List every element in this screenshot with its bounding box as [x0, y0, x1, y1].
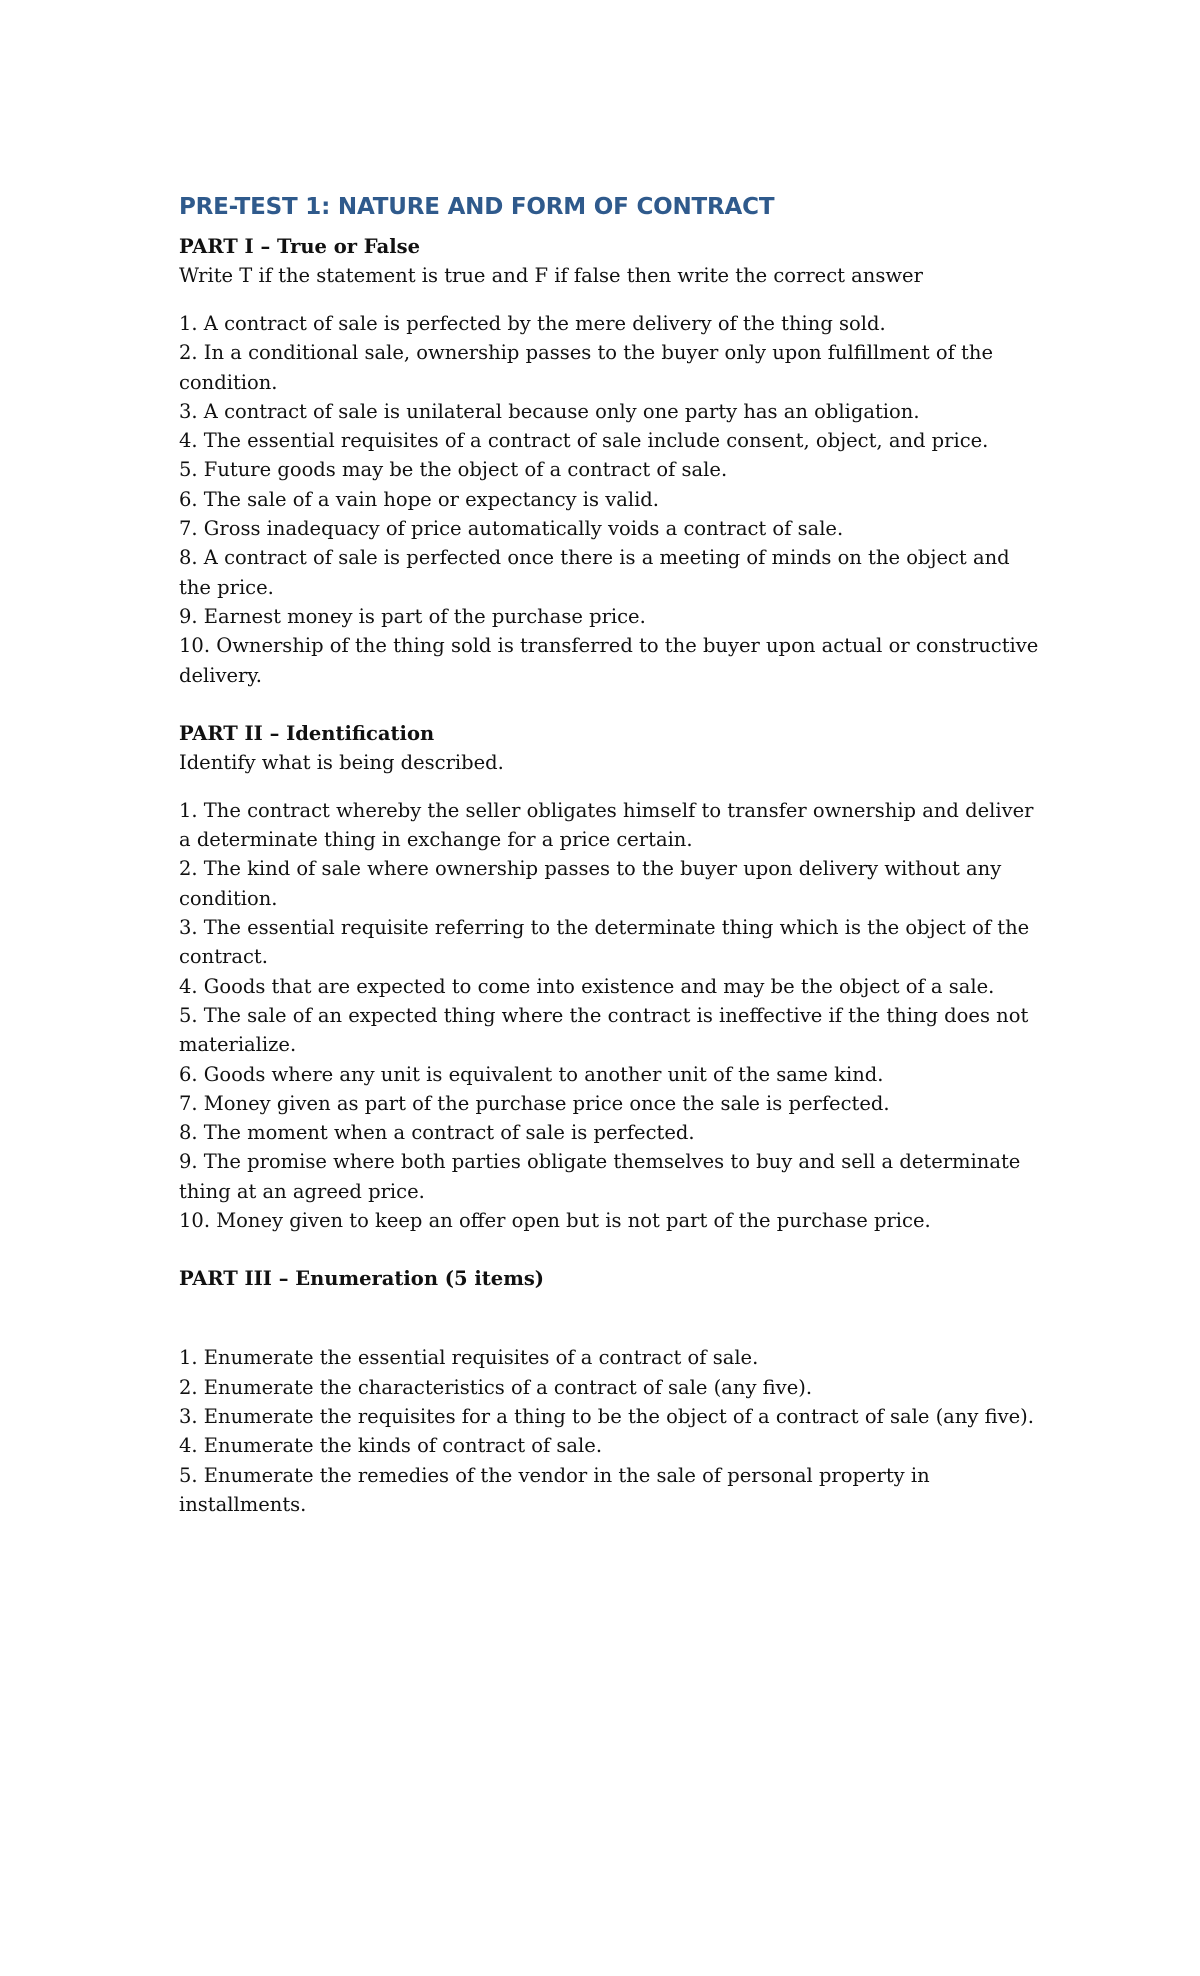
- part-3-item: 1. Enumerate the essential requisites of a contract of sale.: [179, 1346, 759, 1370]
- part-2-item: 2. The kind of sale where ownership passes to the buyer upon delivery without any condition.: [179, 857, 1002, 910]
- part-1-item: 4. The essential requisites of a contract of sale include consent, object, and price.: [179, 429, 989, 453]
- part-2-item-list: [179, 796, 1039, 1235]
- part-2-item: 3. The essential requisite referring to the determinate thing which is the object of the contract.: [179, 916, 1030, 969]
- part-1-instruction: Write T if the statement is true and F if false then write the correct answer: [179, 264, 923, 287]
- part-1-item: 8. A contract of sale is perfected once there is a meeting of minds on the object and the price.: [179, 546, 1010, 599]
- document-title: PRE-TEST 1: NATURE AND FORM OF CONTRACT: [179, 194, 775, 220]
- part-3-item: 5. Enumerate the remedies of the vendor in the sale of personal property in installments.: [179, 1463, 930, 1516]
- part-2-item: 1. The contract whereby the seller obligates himself to transfer ownership and deliver a determinate thing in exchange for a price certain.: [179, 798, 1034, 852]
- part-2-section: [179, 719, 1039, 1235]
- part-3-section: [179, 1264, 1039, 1519]
- part-1-item: 5. Future goods may be the object of a contract of sale.: [179, 458, 728, 482]
- part-3-heading: PART III – Enumeration (5 items): [179, 1267, 545, 1291]
- part-2-item: 8. The moment when a contract of sale is perfected.: [179, 1121, 695, 1145]
- part-2-instruction: Identify what is being described.: [179, 750, 504, 774]
- document-page: [179, 190, 1039, 1519]
- section-spacer: [179, 1235, 1039, 1264]
- part-1-item-list: [179, 309, 1039, 690]
- part-1-item: 6. The sale of a vain hope or expectancy is valid.: [179, 487, 659, 511]
- part-2-item: 7. Money given as part of the purchase price once the sale is perfected.: [179, 1091, 890, 1115]
- part-1-item: 7. Gross inadequacy of price automatically voids a contract of sale.: [179, 517, 844, 541]
- part-1-section: [179, 232, 1039, 690]
- part-1-item: 9. Earnest money is part of the purchase price.: [179, 604, 646, 628]
- part-3-item-list: [179, 1343, 1039, 1519]
- part-2-item: 9. The promise where both parties obligate themselves to buy and sell a determinate thing at an agreed price.: [179, 1150, 1021, 1203]
- part-2-item: 6. Goods where any unit is equivalent to another unit of the same kind.: [179, 1062, 884, 1086]
- part-2-item: 5. The sale of an expected thing where the contract is ineffective if the thing does not materialize.: [179, 1003, 1029, 1057]
- part-1-item: 2. In a conditional sale, ownership passes to the buyer only upon fulfillment of the condition.: [179, 341, 993, 394]
- part-2-heading: PART II – Identification: [179, 721, 435, 745]
- heading-spacer: [179, 1293, 1039, 1343]
- part-2-item: 4. Goods that are expected to come into existence and may be the object of a sale.: [179, 974, 995, 998]
- part-3-item: 4. Enumerate the kinds of contract of sale.: [179, 1434, 603, 1458]
- part-1-heading: PART I – True or False: [179, 235, 420, 258]
- part-3-item: 2. Enumerate the characteristics of a contract of sale (any five).: [179, 1375, 813, 1399]
- part-2-item: 10. Money given to keep an offer open but is not part of the purchase price.: [179, 1209, 931, 1233]
- part-1-item: 3. A contract of sale is unilateral because only one party has an obligation.: [179, 399, 920, 423]
- section-spacer: [179, 690, 1039, 719]
- part-1-item: 1. A contract of sale is perfected by the mere delivery of the thing sold.: [179, 312, 886, 335]
- part-3-item: 3. Enumerate the requisites for a thing to be the object of a contract of sale (any five).: [179, 1404, 1034, 1428]
- part-1-item: 10. Ownership of the thing sold is transferred to the buyer upon actual or constructive delivery.: [179, 634, 1039, 687]
